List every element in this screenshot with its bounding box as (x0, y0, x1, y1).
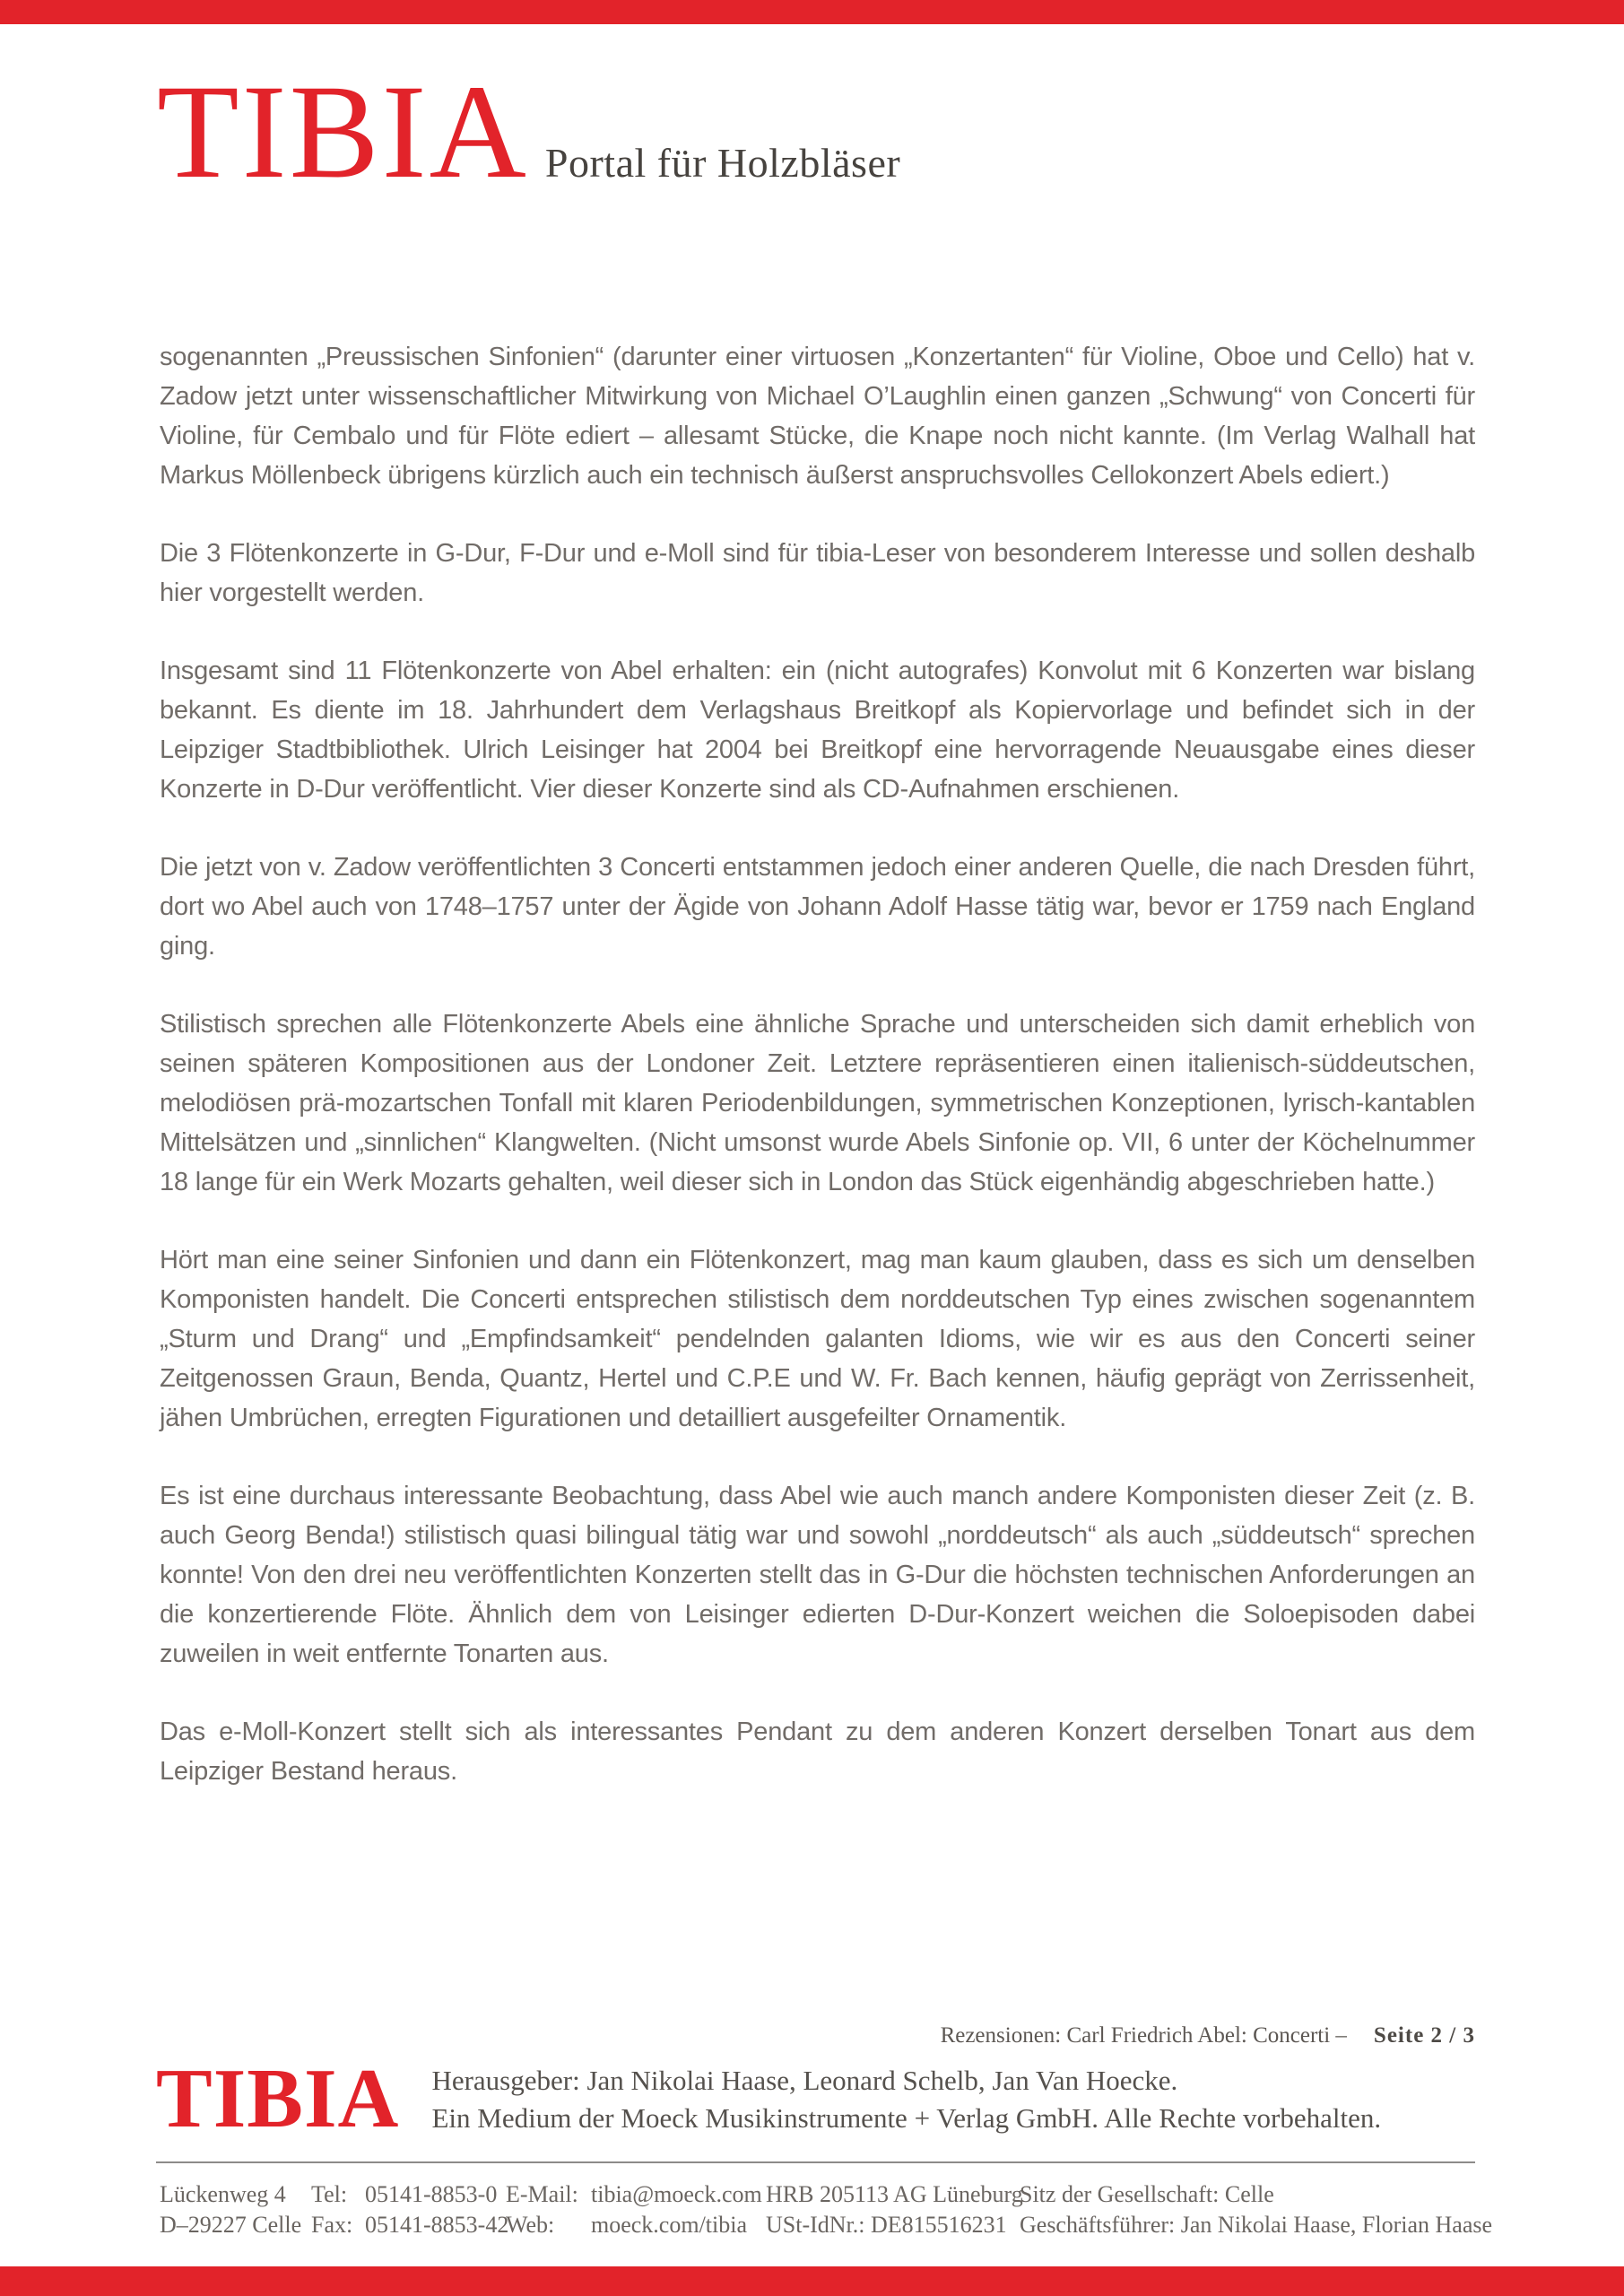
body-paragraph: Stilistisch sprechen alle Flötenkonzerte Abels eine ähnliche Sprache und unterscheiden sich damit erheblich von seinen späteren Kompositionen aus der Londoner Zeit. Letztere repräsentieren einen italienisch-süddeutschen, melodiösen prä-mozartschen Tonfall mit klaren Periodenbildungen, symmetrischen Konzeptionen, lyrisch-kantablen Mittelsätzen und „sinnlichen“ Klangwelten. (Nicht umsonst wurde Abels Sinfonie op. VII, 6 unter der Köchelnummer 18 lange für ein Werk Mozarts gehalten, weil dieser sich in London das Stück eigenhändig abgeschrieben hatte.) (160, 1010, 1475, 1196)
tibia-footer-logo: TIBIA (156, 2052, 400, 2145)
top-accent-bar (0, 0, 1624, 24)
contact-value: tibia@moeck.com (591, 2181, 762, 2207)
contact-label: Tel: (311, 2181, 348, 2207)
page-reference (941, 2023, 1475, 2048)
body-paragraph: Das e-Moll-Konzert stellt sich als interessantes Pendant zu dem anderen Konzert derselben Tonart aus dem Leipziger Bestand heraus. (160, 1718, 1475, 1786)
body-paragraph: Die jetzt von v. Zadow veröffentlichten 3 Concerti entstammen jedoch einer anderen Quelle, die nach Dresden führt, dort wo Abel auch von 1748–1757 unter der Ägide von Johann Adolf Hasse tätig war, bevor er 1759 nach England ging. (160, 853, 1475, 961)
contact-block (160, 2179, 1516, 2240)
header (157, 57, 901, 206)
contact-line: Sitz der Gesellschaft: Celle (1020, 2181, 1274, 2207)
contact-line: Lückenweg 4 (160, 2181, 286, 2207)
contact-line (311, 2179, 506, 2210)
contact-label: Fax: (311, 2212, 353, 2238)
contact-line: USt-IdNr.: DE815516231 (766, 2212, 1007, 2238)
body-paragraph: Die 3 Flötenkonzerte in G-Dur, F-Dur und e-Moll sind für tibia-Leser von besonderem Interesse und sollen deshalb hier vorgestellt werden. (160, 539, 1475, 607)
contact-line (506, 2179, 766, 2210)
contact-col-company (1020, 2179, 1492, 2240)
contact-line (506, 2210, 766, 2240)
publisher-line: Ein Medium der Moeck Musikinstrumente + Verlag GmbH. Alle Rechte vorbehalten. (431, 2102, 1382, 2134)
contact-col-phone (311, 2179, 509, 2240)
contact-line: D–29227 Celle (160, 2212, 302, 2238)
tibia-logo: TIBIA (157, 57, 529, 206)
contact-value: 05141-8853-0 (365, 2181, 498, 2207)
body-paragraph: Hört man eine seiner Sinfonien und dann ein Flötenkonzert, mag man kaum glauben, dass es sich um denselben Komponisten handelt. Die Concerti entsprechen stilistisch dem norddeutschen Typ eines zwischen sogenanntem „Sturm und Drang“ und „Empfindsamkeit“ pendelnden galanten Idioms, wie wir es aus den Concerti seiner Zeitgenossen Graun, Benda, Quantz, Hertel und C.P.E und W. Fr. Bach kennen, häufig geprägt von Zerrissenheit, jähen Umbrüchen, erregten Figurationen und detailliert ausgefeilter Ornamentik. (160, 1246, 1475, 1432)
contact-label: E-Mail: (506, 2181, 578, 2207)
contact-line: Geschäftsführer: Jan Nikolai Haase, Florian Haase (1020, 2212, 1493, 2238)
tagline: Portal für Holzbläser (544, 140, 901, 186)
bottom-accent-bar (0, 2266, 1624, 2296)
body-paragraph: Insgesamt sind 11 Flötenkonzerte von Abel erhalten: ein (nicht autografes) Konvolut mit 6 Konzerten war bislang bekannt. Es diente im 18. Jahrhundert dem Verlagshaus Breitkopf als Kopiervorlage und befindet sich in der Leipziger Stadtbibliothek. Ulrich Leisinger hat 2004 bei Breitkopf eine hervorragende Neuausgabe eines dieser Konzerte in D-Dur veröffentlicht. Vier dieser Konzerte sind als CD-Aufnahmen erschienen. (160, 657, 1475, 804)
contact-value: 05141-8853-42 (365, 2212, 509, 2238)
contact-col-online (506, 2179, 766, 2240)
page-number: Seite 2 / 3 (1373, 2023, 1475, 2048)
body-paragraph: Es ist eine durchaus interessante Beobachtung, dass Abel wie auch manch andere Komponisten dieser Zeit (z. B. auch Georg Benda!) stilistisch quasi bilingual tätig war und sowohl „norddeutsch“ als auch „süddeutsch“ sprechen konnte! Von den drei neu veröffentlichten Konzerten stellt das in G-Dur die höchsten technischen Anforderungen an die konzertierende Flöte. Ähnlich dem von Leisinger edierten D-Dur-Konzert weichen die Soloepisoden dabei zuweilen in weit entfernte Tonarten aus. (160, 1482, 1475, 1668)
page-reference-label: Rezensionen: Carl Friedrich Abel: Concerti – (940, 2023, 1347, 2048)
body-paragraph: sogenannten „Preussischen Sinfonien“ (darunter einer virtuosen „Konzertanten“ für Violine, Oboe und Cello) hat v. Zadow jetzt unter wissenschaftlicher Mitwirkung von Michael O’Laughlin einen ganzen „Schwung“ von Concerti für Violine, für Cembalo und für Flöte ediert – allesamt Stücke, die Knape noch nicht kannte. (Im Verlag Walhall hat Markus Möllenbeck übrigens kürzlich auch ein technisch äußerst anspruchsvolles Cellokonzert Abels ediert.) (160, 343, 1475, 490)
contact-line (311, 2210, 509, 2240)
contact-value: moeck.com/tibia (591, 2212, 748, 2238)
contact-col-legal (766, 2179, 1023, 2240)
publisher-line: Herausgeber: Jan Nikolai Haase, Leonard Schelb, Jan Van Hoecke. (431, 2065, 1178, 2096)
body-text (160, 337, 1475, 1830)
contact-line: HRB 205113 AG Lüneburg (766, 2181, 1023, 2207)
publisher-info (431, 2058, 1381, 2137)
footer-brand (156, 2052, 1382, 2145)
footer-divider (156, 2161, 1475, 2163)
contact-label: Web: (506, 2212, 555, 2238)
contact-col-address (160, 2179, 311, 2240)
